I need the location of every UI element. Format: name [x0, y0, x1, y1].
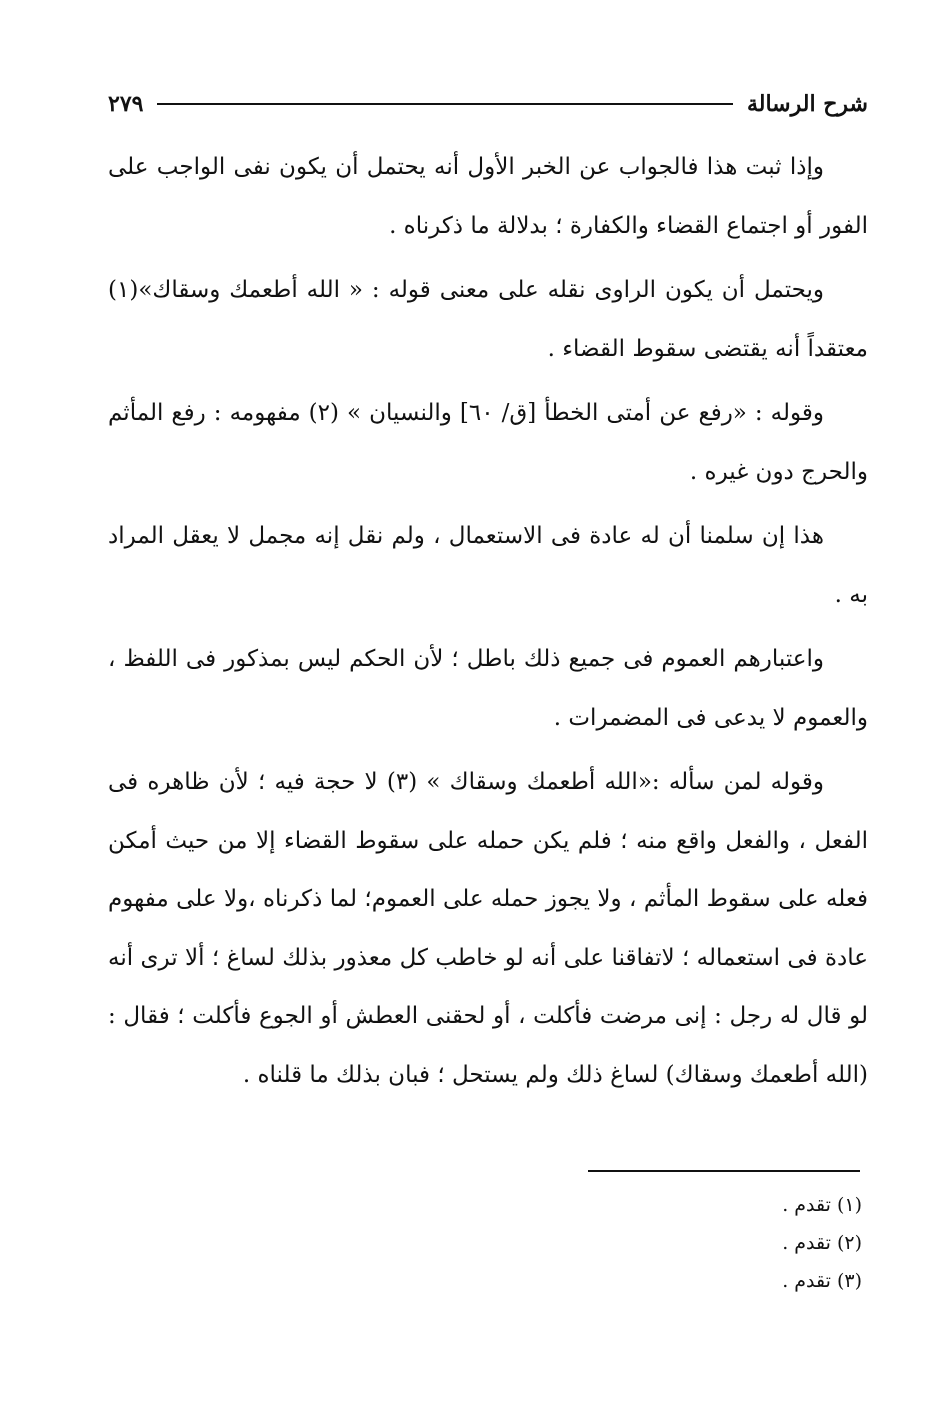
footnote: (١) تقدم . — [782, 1194, 862, 1216]
paragraph: وقوله : «رفع عن أمتى الخطأ [ق/ ٦٠] والنسيان » (٢) مفهومه : رفع المأثم والحرج دون غيره . — [108, 400, 868, 485]
page-number: ٢٧٩ — [108, 91, 144, 117]
footnote: (٢) تقدم . — [782, 1232, 862, 1254]
running-title: شرح الرسالة — [746, 91, 868, 117]
footnote: (٣) تقدم . — [782, 1270, 862, 1292]
footnote-separator — [588, 1170, 860, 1172]
page-header — [108, 84, 868, 124]
footnotes — [400, 1186, 862, 1300]
paragraph: ويحتمل أن يكون الراوى نقله على معنى قوله : « الله أطعمك وسقاك»(١) معتقداً أنه يقتضى سقوط القضاء . — [108, 277, 868, 362]
paragraph: هذا إن سلمنا أن له عادة فى الاستعمال ، ولم نقل إنه مجمل لا يعقل المراد به . — [108, 523, 868, 608]
paragraph: وقوله لمن سأله :«الله أطعمك وسقاك » (٣) لا حجة فيه ؛ لأن ظاهره فى الفعل ، والفعل واقع منه ؛ فلم يكن حمله على سقوط القضاء إلا من حيث أمكن فعله على سقوط المأثم ، ولا يجوز حمله على العموم؛ لما ذكرناه ،ولا على مفهوم عادة فى استعماله ؛ لاتفاقنا على أنه لو خاطب كل معذور بذلك لساغ ؛ ألا ترى أنه لو قال له رجل : إنى مرضت فأكلت ، أو لحقنى العطش أو الجوع فأكلت ؛ فقال : (الله أطعمك وسقاك) لساغ ذلك ولم يستحل ؛ فبان بذلك ما قلناه . — [108, 769, 868, 1088]
header-rule — [157, 103, 733, 105]
main-text — [108, 138, 868, 1104]
paragraph: وإذا ثبت هذا فالجواب عن الخبر الأول أنه يحتمل أن يكون نفى الواجب على الفور أو اجتماع القضاء والكفارة ؛ بدلالة ما ذكرناه . — [108, 154, 868, 239]
paragraph: واعتبارهم العموم فى جميع ذلك باطل ؛ لأن الحكم ليس بمذكور فى اللفظ ، والعموم لا يدعى فى المضمرات . — [108, 646, 868, 731]
